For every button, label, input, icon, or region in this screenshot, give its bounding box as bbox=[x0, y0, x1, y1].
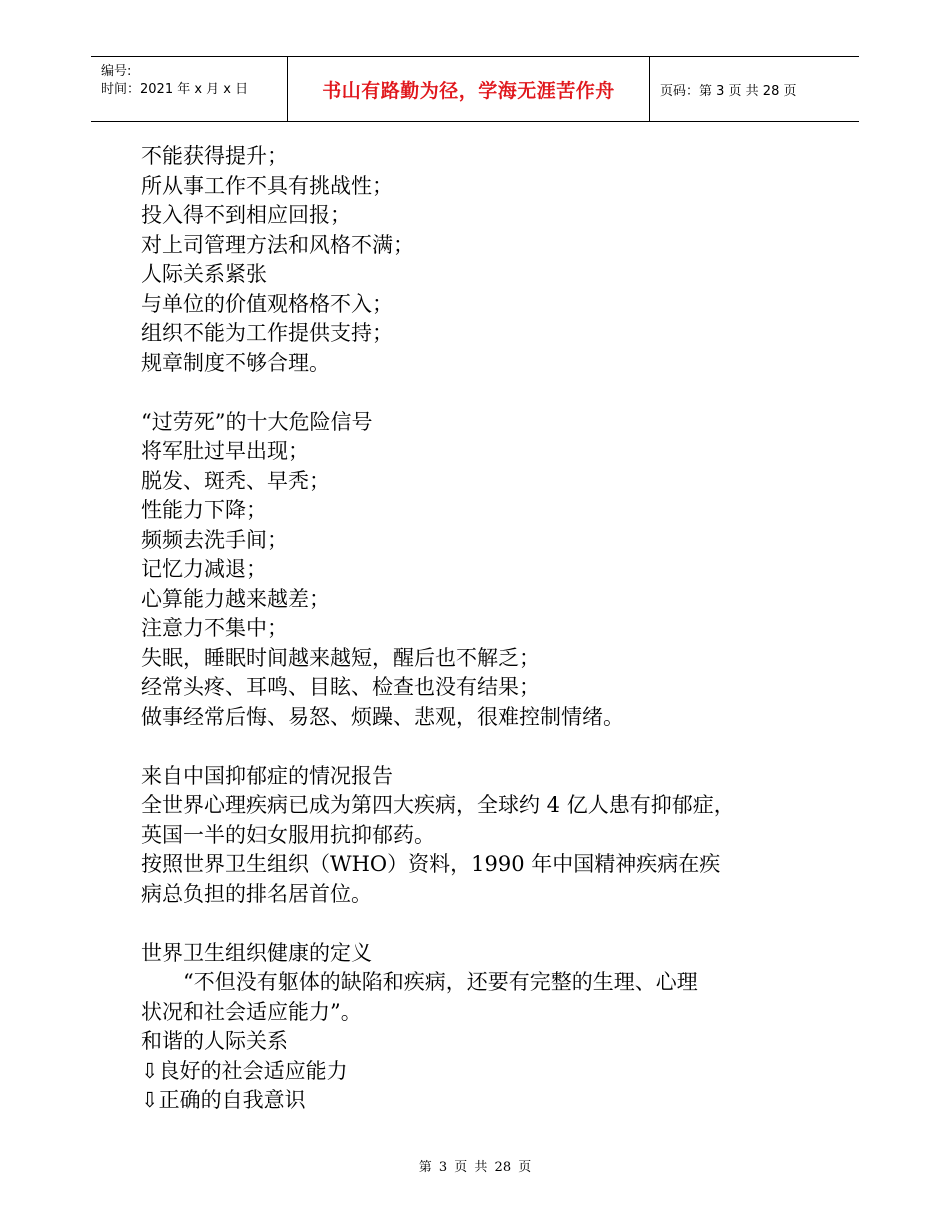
body-line: 和谐的人际关系 bbox=[141, 1029, 288, 1053]
body-line: 做事经常后悔、易怒、烦躁、悲观，很难控制情绪。 bbox=[141, 704, 624, 729]
arrow-line: ⇩良好的社会适应能力 bbox=[141, 1058, 348, 1083]
document-body bbox=[141, 142, 841, 1116]
page-footer: 第 3 页 共 28 页 bbox=[418, 1160, 532, 1175]
body-line: 注意力不集中； bbox=[141, 616, 288, 640]
body-line: 失眠，睡眠时间越来越短，醒后也不解乏； bbox=[141, 645, 540, 670]
body-line: 心算能力越来越差； bbox=[141, 586, 330, 611]
section-heading-overwork: “过劳死”的十大危险信号 bbox=[141, 409, 373, 434]
header-number-label: 编号: bbox=[101, 64, 132, 79]
body-line: 所从事工作不具有挑战性； bbox=[141, 173, 393, 198]
body-line: 脱发、斑秃、早秃； bbox=[141, 468, 330, 493]
header-meta bbox=[91, 57, 287, 121]
body-line: 病总负担的排名居首位。 bbox=[141, 881, 372, 906]
body-line: 英国一半的妇女服用抗抑郁药。 bbox=[141, 822, 435, 847]
body-line: 频频去洗手间； bbox=[141, 527, 288, 552]
body-line: 不能获得提升； bbox=[141, 144, 288, 168]
body-line: 对上司管理方法和风格不满； bbox=[141, 232, 414, 257]
body-line: 组织不能为工作提供支持； bbox=[141, 321, 393, 345]
body-line: 与单位的价值观格格不入； bbox=[141, 291, 393, 316]
section-heading-depression: 来自中国抑郁症的情况报告 bbox=[141, 763, 393, 788]
body-line: 投入得不到相应回报； bbox=[141, 203, 351, 227]
page-header bbox=[91, 56, 859, 122]
section-heading-health-definition: 世界卫生组织健康的定义 bbox=[141, 940, 372, 965]
body-line: 规章制度不够合理。 bbox=[141, 350, 330, 375]
body-line: 记忆力减退； bbox=[141, 557, 267, 581]
header-page-info: 页码：第 3 页 共 28 页 bbox=[660, 83, 797, 99]
body-line: 人际关系紧张 bbox=[141, 262, 267, 286]
quote-line: “不但没有躯体的缺陷和疾病，还要有完整的生理、心理 bbox=[183, 970, 698, 994]
body-line: 性能力下降； bbox=[141, 498, 267, 522]
header-time-label: 时间：2021 年 x 月 x 日 bbox=[101, 82, 249, 97]
paragraph-gap bbox=[141, 378, 841, 408]
quote-line: 状况和社会适应能力”。 bbox=[141, 999, 362, 1024]
paragraph-gap bbox=[141, 909, 841, 939]
arrow-line: ⇩正确的自我意识 bbox=[141, 1088, 306, 1112]
body-line: 按照世界卫生组织（WHO）资料，1990 年中国精神疾病在疾 bbox=[141, 852, 721, 876]
paragraph-gap bbox=[141, 732, 841, 762]
body-line: 将军肚过早出现； bbox=[141, 439, 309, 463]
header-motto: 书山有路勤为径，学海无涯苦作舟 bbox=[287, 57, 650, 121]
body-line: 经常头疼、耳鸣、目眩、检查也没有结果； bbox=[141, 675, 540, 699]
body-line: 全世界心理疾病已成为第四大疾病，全球约 4 亿人患有抑郁症， bbox=[141, 793, 735, 817]
